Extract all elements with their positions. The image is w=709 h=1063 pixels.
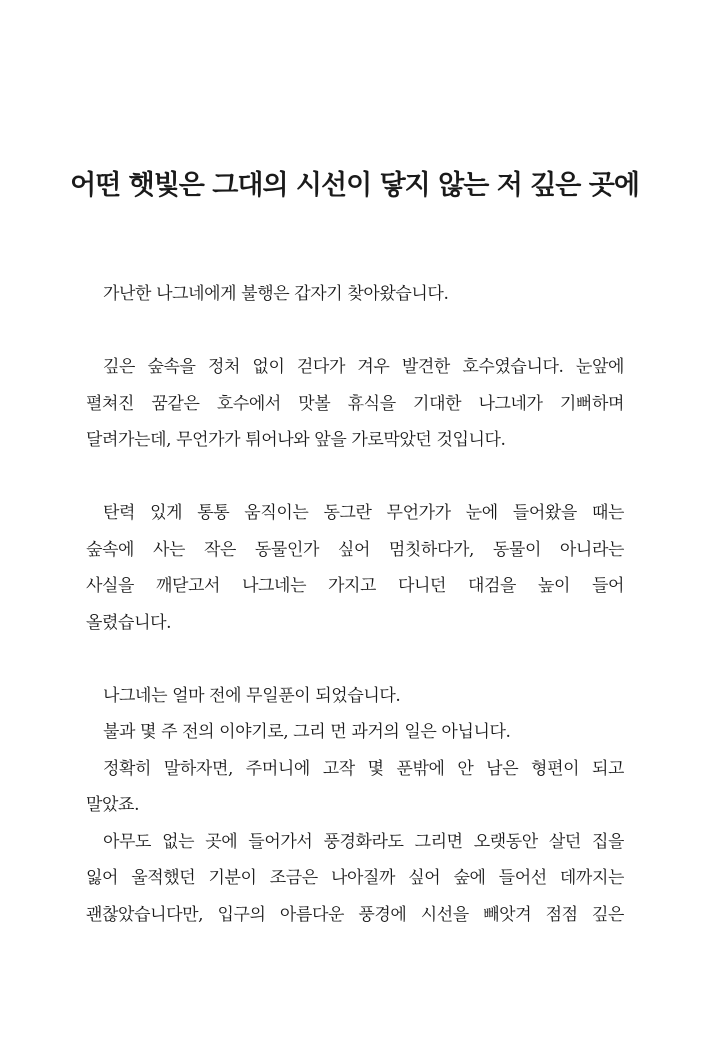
text-line: 깊은 숲속을 정처 없이 걷다가 겨우 발견한 호수였습니다. 눈앞에: [103, 357, 624, 377]
text-line: 사실을 깨닫고서 나그네는 가지고 다니던 대검을 높이 들어: [86, 576, 624, 596]
body-text: [86, 276, 624, 933]
text-line: 올렸습니다.: [86, 612, 172, 633]
paragraph-gap: [86, 459, 624, 496]
text-line: 숲속에 사는 작은 동물인가 싶어 멈칫하다가, 동물이 아니라는: [86, 539, 624, 560]
text-line: 탄력 있게 통통 움직이는 동그란 무언가가 눈에 들어왔을 때는: [103, 503, 624, 523]
text-line: 말았죠.: [86, 795, 140, 815]
text-line: 가난한 나그네에게 불행은 갑자기 찾아왔습니다.: [103, 284, 449, 304]
text-line: 달려가는데, 무언가가 튀어나와 앞을 가로막았던 것입니다.: [86, 430, 506, 450]
text-line: 괜찮았습니다만, 입구의 아름다운 풍경에 시선을 빼앗겨 점점 깊은: [86, 904, 624, 925]
text-line: 나그네는 얼마 전에 무일푼이 되었습니다.: [103, 685, 401, 706]
paragraph-gap: [86, 313, 624, 350]
text-line: 불과 몇 주 전의 이야기로, 그리 먼 과거의 일은 아닙니다.: [103, 722, 511, 742]
text-line: 펼쳐진 꿈같은 호수에서 맛볼 휴식을 기대한 나그네가 기뻐하며: [86, 393, 624, 414]
text-line: 잃어 울적했던 기분이 조금은 나아질까 싶어 숲에 들어선 데까지는: [86, 868, 624, 888]
chapter-title: 어떤 햇빛은 그대의 시선이 닿지 않는 저 깊은 곳에: [70, 170, 639, 201]
text-line: 아무도 없는 곳에 들어가서 풍경화라도 그리면 오랫동안 살던 집을: [103, 831, 624, 852]
text-line: 정확히 말하자면, 주머니에 고작 몇 푼밖에 안 남은 형편이 되고: [103, 758, 624, 779]
paragraph-gap: [86, 641, 624, 678]
